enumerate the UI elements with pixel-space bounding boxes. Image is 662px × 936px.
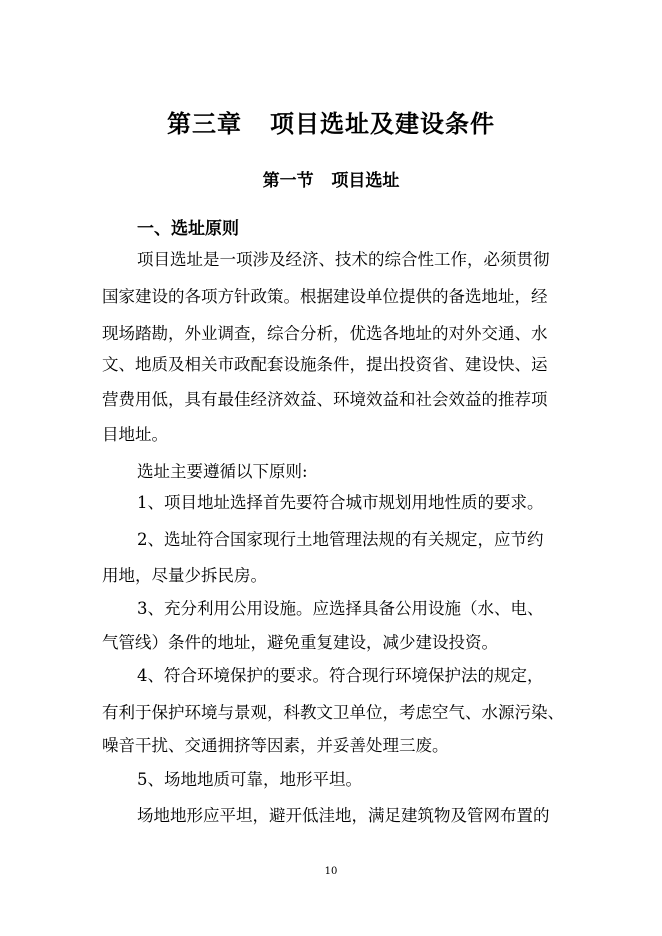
sub-heading: 一、选址原则	[137, 219, 239, 239]
paragraph-line: 现场踏勘，外业调查，综合分析，优选各地址的对外交通、水	[102, 324, 548, 343]
paragraph-line: 场地地形应平坦，避开低洼地，满足建筑物及管网布置的	[137, 806, 550, 825]
paragraph-line: 气管线）条件的地址，避免重复建设，减少建设投资。	[102, 633, 498, 652]
list-item: 4、符合环境保护的要求。符合现行环境保护法的规定，	[137, 666, 544, 685]
paragraph-line: 选址主要遵循以下原则:	[137, 462, 308, 481]
chapter-title: 第三章 项目选址及建设条件	[166, 110, 496, 138]
paragraph-line: 目地址。	[102, 425, 168, 444]
page-number: 10	[324, 866, 338, 877]
paragraph-line: 有利于保护环境与景观，科教文卫单位，考虑空气、水源污染、	[102, 703, 564, 722]
paragraph-line: 项目选址是一项涉及经济、技术的综合性工作，必须贯彻	[137, 250, 550, 269]
paragraph-line: 营费用低，具有最佳经济效益、环境效益和社会效益的推荐项	[102, 390, 548, 409]
paragraph-line: 国家建设的各项方针政策。根据建设单位提供的备选地址，经	[102, 287, 548, 306]
paragraph-line: 用地，尽量少拆民房。	[102, 566, 267, 585]
paragraph-line: 文、地质及相关市政配套设施条件，提出投资省、建设快、运	[102, 355, 548, 374]
list-item: 2、选址符合国家现行土地管理法规的有关规定，应节约	[137, 530, 544, 549]
section-title: 第一节 项目选址	[262, 171, 400, 191]
list-item: 1、项目地址选择首先要符合城市规划用地性质的要求。	[137, 493, 544, 512]
list-item: 3、充分利用公用设施。应选择具备公用设施（水、电、	[137, 599, 544, 618]
paragraph-line: 噪音干扰、交通拥挤等因素，并妥善处理三废。	[102, 736, 449, 755]
list-item: 5、场地地质可靠，地形平坦。	[137, 770, 362, 789]
